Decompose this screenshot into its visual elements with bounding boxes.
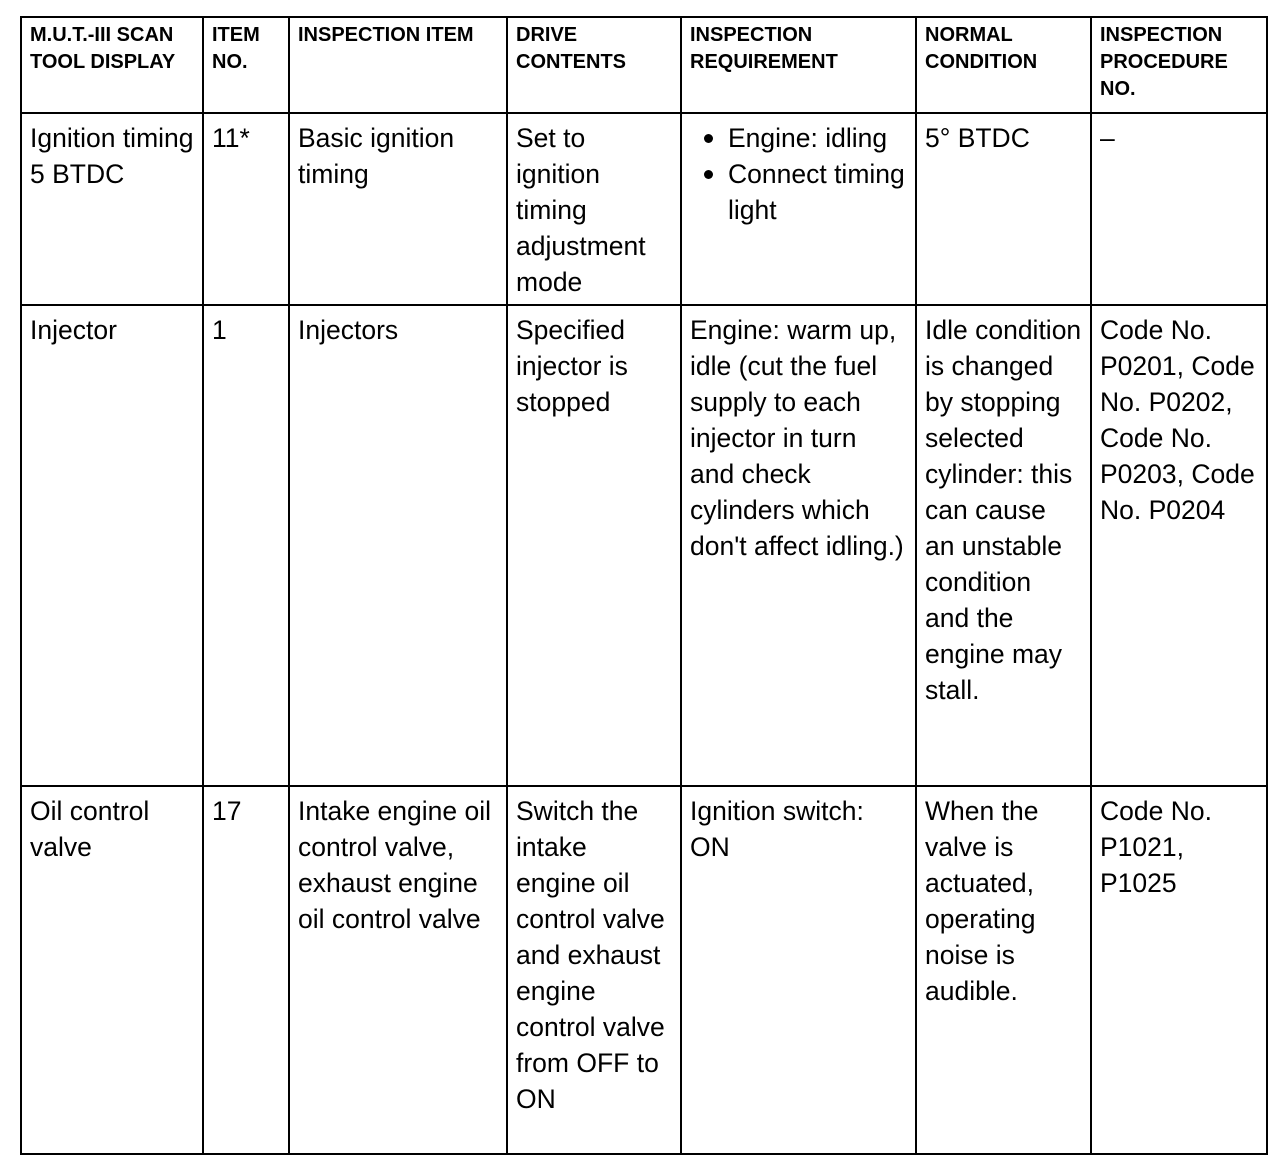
cell-drive-contents: Specified injector is stopped [507, 305, 681, 786]
table-row [21, 305, 1267, 786]
cell-inspection-requirement [681, 113, 916, 305]
header-normal-condition: NORMAL CONDITION [916, 17, 1091, 113]
inspection-table [20, 16, 1268, 1155]
cell-procedure-no: – [1091, 113, 1267, 305]
cell-inspection-item: Basic ignition timing [289, 113, 507, 305]
cell-inspection-requirement: Engine: warm up, idle (cut the fuel supply to each injector in turn and check cylinders which don't affect idling.) [681, 305, 916, 786]
cell-normal-condition: 5° BTDC [916, 113, 1091, 305]
header-inspection-item: INSPECTION ITEM [289, 17, 507, 113]
requirement-bullet-list [690, 120, 907, 228]
cell-scan-tool-display: Ignition timing 5 BTDC [21, 113, 203, 305]
cell-drive-contents: Switch the intake engine oil control valve and exhaust engine control valve from OFF to ON [507, 786, 681, 1154]
header-row [21, 17, 1267, 113]
cell-inspection-item: Intake engine oil control valve, exhaust engine oil control valve [289, 786, 507, 1154]
header-drive-contents: DRIVE CONTENTS [507, 17, 681, 113]
cell-scan-tool-display: Oil control valve [21, 786, 203, 1154]
cell-inspection-item: Injectors [289, 305, 507, 786]
header-inspection-requirement: INSPECTION REQUIREMENT [681, 17, 916, 113]
table-row [21, 113, 1267, 305]
requirement-bullet: Connect timing light [728, 156, 907, 228]
requirement-bullet: Engine: idling [728, 120, 907, 156]
table-row [21, 786, 1267, 1154]
header-inspection-procedure-no: INSPECTION PROCEDURE NO. [1091, 17, 1267, 113]
cell-procedure-no: Code No. P1021, P1025 [1091, 786, 1267, 1154]
cell-normal-condition: Idle condition is changed by stopping selected cylinder: this can cause an unstable condition and the engine may stall. [916, 305, 1091, 786]
cell-item-no: 17 [203, 786, 289, 1154]
cell-normal-condition: When the valve is actuated, operating noise is audible. [916, 786, 1091, 1154]
cell-scan-tool-display: Injector [21, 305, 203, 786]
header-scan-tool-display: M.U.T.-III SCAN TOOL DISPLAY [21, 17, 203, 113]
cell-drive-contents: Set to ignition timing adjustment mode [507, 113, 681, 305]
header-item-no: ITEM NO. [203, 17, 289, 113]
cell-item-no: 11* [203, 113, 289, 305]
cell-procedure-no: Code No. P0201, Code No. P0202, Code No. P0203, Code No. P0204 [1091, 305, 1267, 786]
cell-item-no: 1 [203, 305, 289, 786]
cell-inspection-requirement: Ignition switch: ON [681, 786, 916, 1154]
